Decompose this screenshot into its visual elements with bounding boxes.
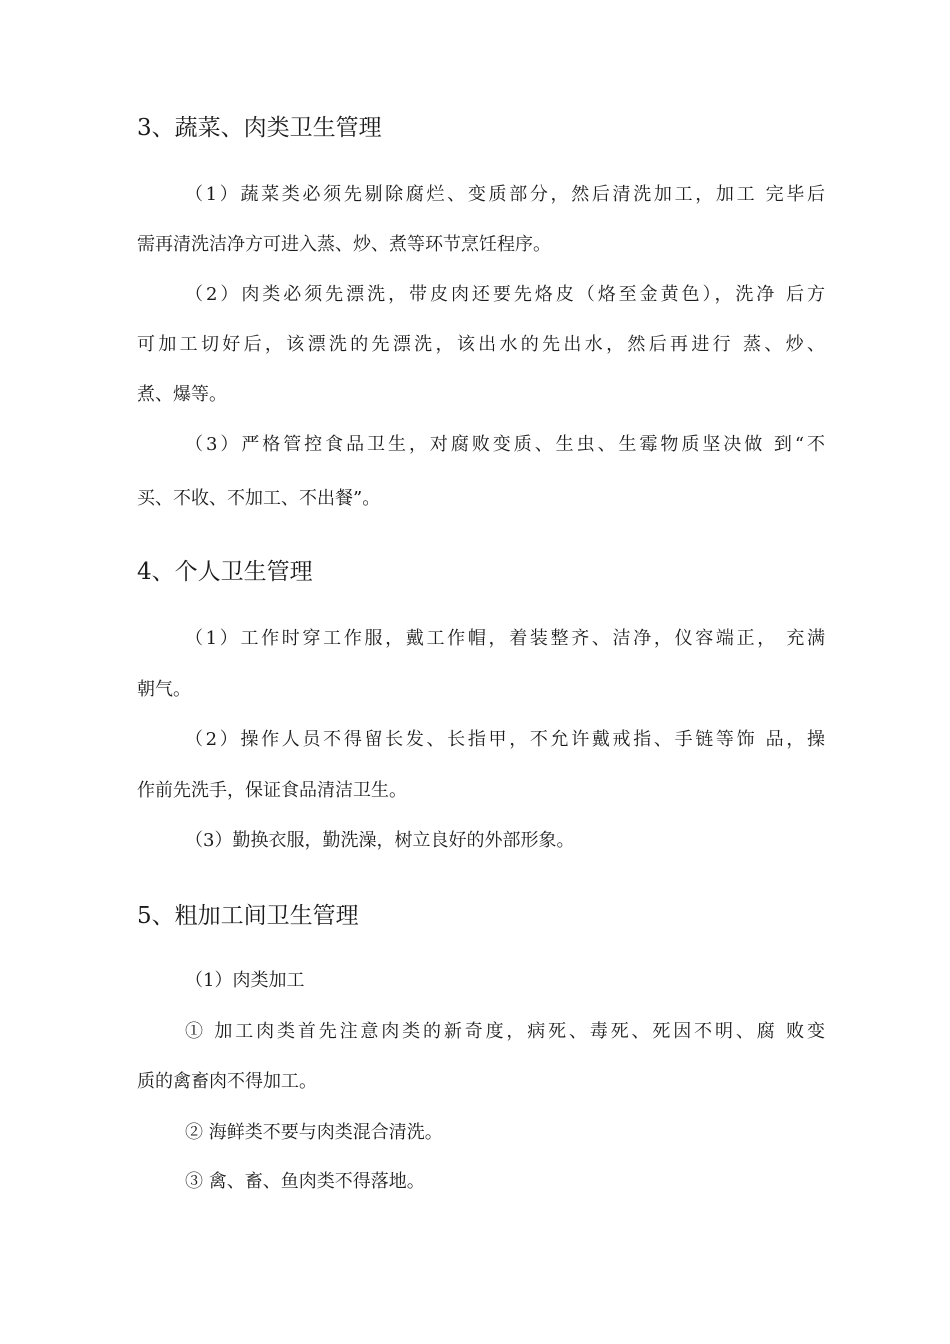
paragraph-line: 需再清洗洁净方可进入蒸、炒、煮等环节烹饪程序。 (137, 234, 551, 255)
paragraph-line: ① 加工肉类首先注意肉类的新奇度，病死、毒死、死因不明、腐 败变 (185, 1021, 825, 1042)
paragraph-line: （2）操作人员不得留长发、长指甲，不允许戴戒指、手链等饰 品，操 (185, 729, 825, 750)
paragraph-line: 朝气。 (137, 679, 191, 700)
section-heading-5: 5、粗加工间卫生管理 (137, 903, 359, 929)
paragraph-line: （3）勤换衣服，勤洗澡，树立良好的外部形象。 (185, 830, 575, 851)
paragraph-line: （3）严格管控食品卫生，对腐败变质、生虫、生霉物质坚决做 到“不 (185, 434, 825, 455)
paragraph-line: 煮、爆等。 (137, 384, 227, 405)
paragraph-line: （1）蔬菜类必须先剔除腐烂、变质部分，然后清洗加工，加工 完毕后 (185, 184, 825, 205)
paragraph-line: ③ 禽、畜、鱼肉类不得落地。 (185, 1171, 425, 1192)
paragraph-line: （1）肉类加工 (185, 970, 305, 991)
paragraph-line: （1）工作时穿工作服，戴工作帽，着装整齐、洁净，仪容端正， 充满 (185, 628, 825, 649)
section-heading-4: 4、个人卫生管理 (137, 559, 313, 585)
section-heading-3: 3、蔬菜、肉类卫生管理 (137, 115, 382, 141)
paragraph-line: ② 海鲜类不要与肉类混合清洗。 (185, 1122, 443, 1143)
paragraph-line: 可加工切好后，该漂洗的先漂洗，该出水的先出水，然后再进行 蒸、炒、 (137, 334, 825, 355)
paragraph-line: 质的禽畜肉不得加工。 (137, 1071, 317, 1092)
paragraph-line: 作前先洗手，保证食品清洁卫生。 (137, 780, 407, 801)
paragraph-line: 买、不收、不加工、不出餐”。 (137, 488, 381, 509)
paragraph-line: （2）肉类必须先漂洗，带皮肉还要先烙皮（烙至金黄色），洗净 后方 (185, 284, 825, 305)
